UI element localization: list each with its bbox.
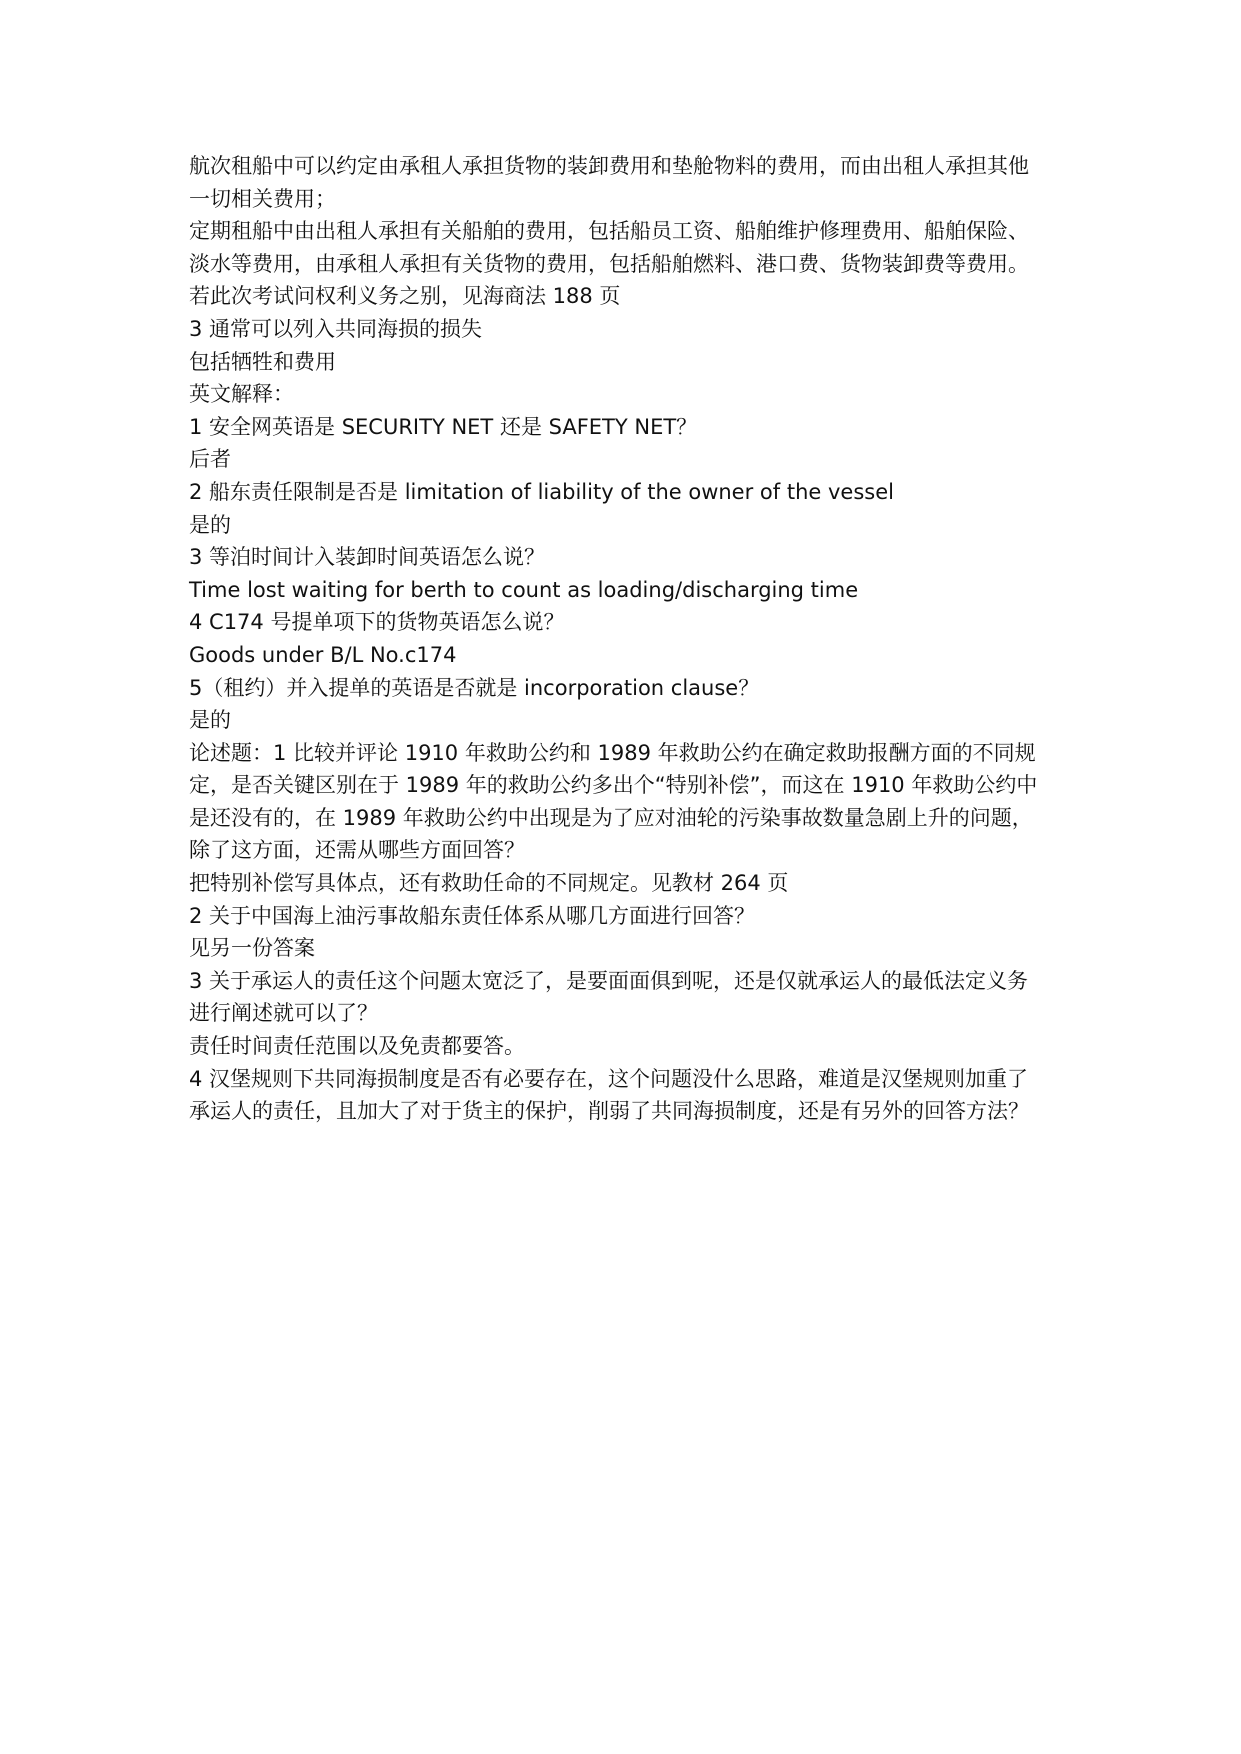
answer-line: 是的 xyxy=(189,708,231,733)
text-line: 3 通常可以列入共同海损的损失 xyxy=(189,316,483,341)
answer-line: Goods under B/L No.c174 xyxy=(189,642,457,667)
text-line: 淡水等费用，由承租人承担有关货物的费用，包括船舶燃料、港口费、货物装卸费等费用。 xyxy=(189,251,1029,276)
question-line: 4 C174 号提单项下的货物英语怎么说？ xyxy=(189,610,565,635)
text-line: 若此次考试问权利义务之别，见海商法 188 页 xyxy=(189,284,621,309)
essay-question-line: 3 关于承运人的责任这个问题太宽泛了，是要面面俱到呢，还是仅就承运人的最低法定义务 xyxy=(189,968,1029,993)
essay-question-line: 是还没有的，在 1989 年救助公约中出现是为了应对油轮的污染事故数量急剧上升的问题， xyxy=(189,805,1033,830)
answer-line: 是的 xyxy=(189,512,231,537)
text-line: 包括牺牲和费用 xyxy=(189,349,336,374)
answer-line: 见另一份答案 xyxy=(189,936,315,961)
answer-line: 把特别补偿写具体点，还有救助任命的不同规定。见教材 264 页 xyxy=(189,871,789,896)
text-line: 航次租船中可以约定由承租人承担货物的装卸费用和垫舱物料的费用，而由出租人承担其他 xyxy=(189,154,1029,178)
essay-question-line: 承运人的责任，且加大了对于货主的保护，削弱了共同海损制度，还是有另外的回答方法？ xyxy=(189,1099,1029,1124)
question-line: 2 船东责任限制是否是 limitation of liability of the owner of the vessel xyxy=(189,479,894,504)
answer-line: Time lost waiting for berth to count as loading/discharging time xyxy=(189,577,859,602)
essay-question-line: 进行阐述就可以了？ xyxy=(189,1001,378,1026)
essay-question-line: 定，是否关键区别在于 1989 年的救助公约多出个“特别补偿”，而这在 1910 年救助公约中 xyxy=(189,773,1038,798)
text-line: 定期租船中由出租人承担有关船舶的费用，包括船员工资、船舶维护修理费用、船舶保险、 xyxy=(189,219,1029,244)
document-body xyxy=(189,150,1069,1128)
essay-question-line: 论述题：1 比较并评论 1910 年救助公约和 1989 年救助公约在确定救助报酬方面的不同规 xyxy=(189,740,1036,765)
question-line: 1 安全网英语是 SECURITY NET 还是 SAFETY NET？ xyxy=(189,414,698,439)
text-line: 一切相关费用； xyxy=(189,186,336,211)
essay-question-line: 除了这方面，还需从哪些方面回答？ xyxy=(189,838,525,863)
section-heading: 英文解释： xyxy=(189,382,294,407)
answer-line: 后者 xyxy=(189,447,231,472)
question-line: 3 等泊时间计入装卸时间英语怎么说？ xyxy=(189,545,546,570)
essay-question-line: 4 汉堡规则下共同海损制度是否有必要存在，这个问题没什么思路，难道是汉堡规则加重了 xyxy=(189,1066,1029,1091)
essay-question-line: 2 关于中国海上油污事故船东责任体系从哪几方面进行回答？ xyxy=(189,903,756,928)
question-line: 5（租约）并入提单的英语是否就是 incorporation clause？ xyxy=(189,675,760,700)
answer-line: 责任时间责任范围以及免责都要答。 xyxy=(189,1034,525,1059)
